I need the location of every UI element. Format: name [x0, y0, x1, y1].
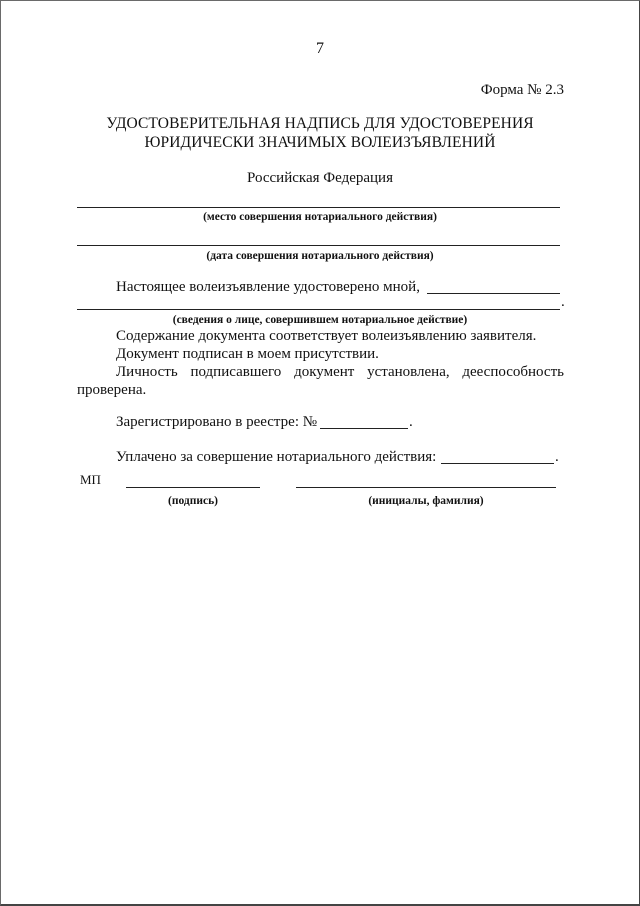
seal-label: МП [80, 472, 101, 487]
signature-line[interactable] [126, 487, 260, 488]
country-heading: Российская Федерация [247, 170, 393, 186]
name-caption: (инициалы, фамилия) [368, 495, 484, 507]
person-caption: (сведения о лице, совершившем нотариальное действие) [172, 314, 468, 326]
person-info-line[interactable] [77, 309, 560, 310]
place-caption: (место совершения нотариального действия) [203, 211, 437, 223]
certified-text: Настоящее волеизъявление удостоверено мной, [116, 279, 420, 295]
payment-amount-line[interactable] [441, 463, 554, 464]
body-line-content: Содержание документа соответствует волеизъявлению заявителя. [116, 328, 537, 344]
name-line[interactable] [296, 487, 556, 488]
body-line-identity [116, 364, 564, 381]
form-number: Форма № 2.3 [480, 82, 564, 98]
body-line-verified: проверена. [77, 382, 147, 398]
registry-period: . [409, 414, 413, 430]
document-title-line-2: ЮРИДИЧЕСКИ ЗНАЧИМЫХ ВОЛЕИЗЪЯВЛЕНИЙ [144, 134, 496, 151]
page-number: 7 [316, 40, 324, 57]
payment-period: . [555, 449, 559, 465]
identity-word-1: Личность [116, 364, 178, 380]
identity-word-4: установлена, [367, 364, 450, 380]
document-title-line-1: УДОСТОВЕРИТЕЛЬНАЯ НАДПИСЬ ДЛЯ УДОСТОВЕРЕНИЯ [106, 115, 534, 132]
identity-word-2: подписавшего [190, 364, 282, 380]
date-caption: (дата совершения нотариального действия) [206, 250, 434, 262]
person-info-period: . [561, 294, 565, 310]
identity-word-3: документ [294, 364, 355, 380]
signature-caption: (подпись) [168, 495, 218, 507]
notary-name-line[interactable] [427, 293, 560, 294]
place-field-line[interactable] [77, 207, 560, 208]
identity-word-5: дееспособность [462, 364, 564, 380]
registry-text: Зарегистрировано в реестре: № [116, 414, 318, 430]
registry-number-line[interactable] [320, 428, 408, 429]
body-line-signed: Документ подписан в моем присутствии. [116, 346, 379, 362]
date-field-line[interactable] [77, 245, 560, 246]
payment-text: Уплачено за совершение нотариального действия: [116, 449, 437, 465]
